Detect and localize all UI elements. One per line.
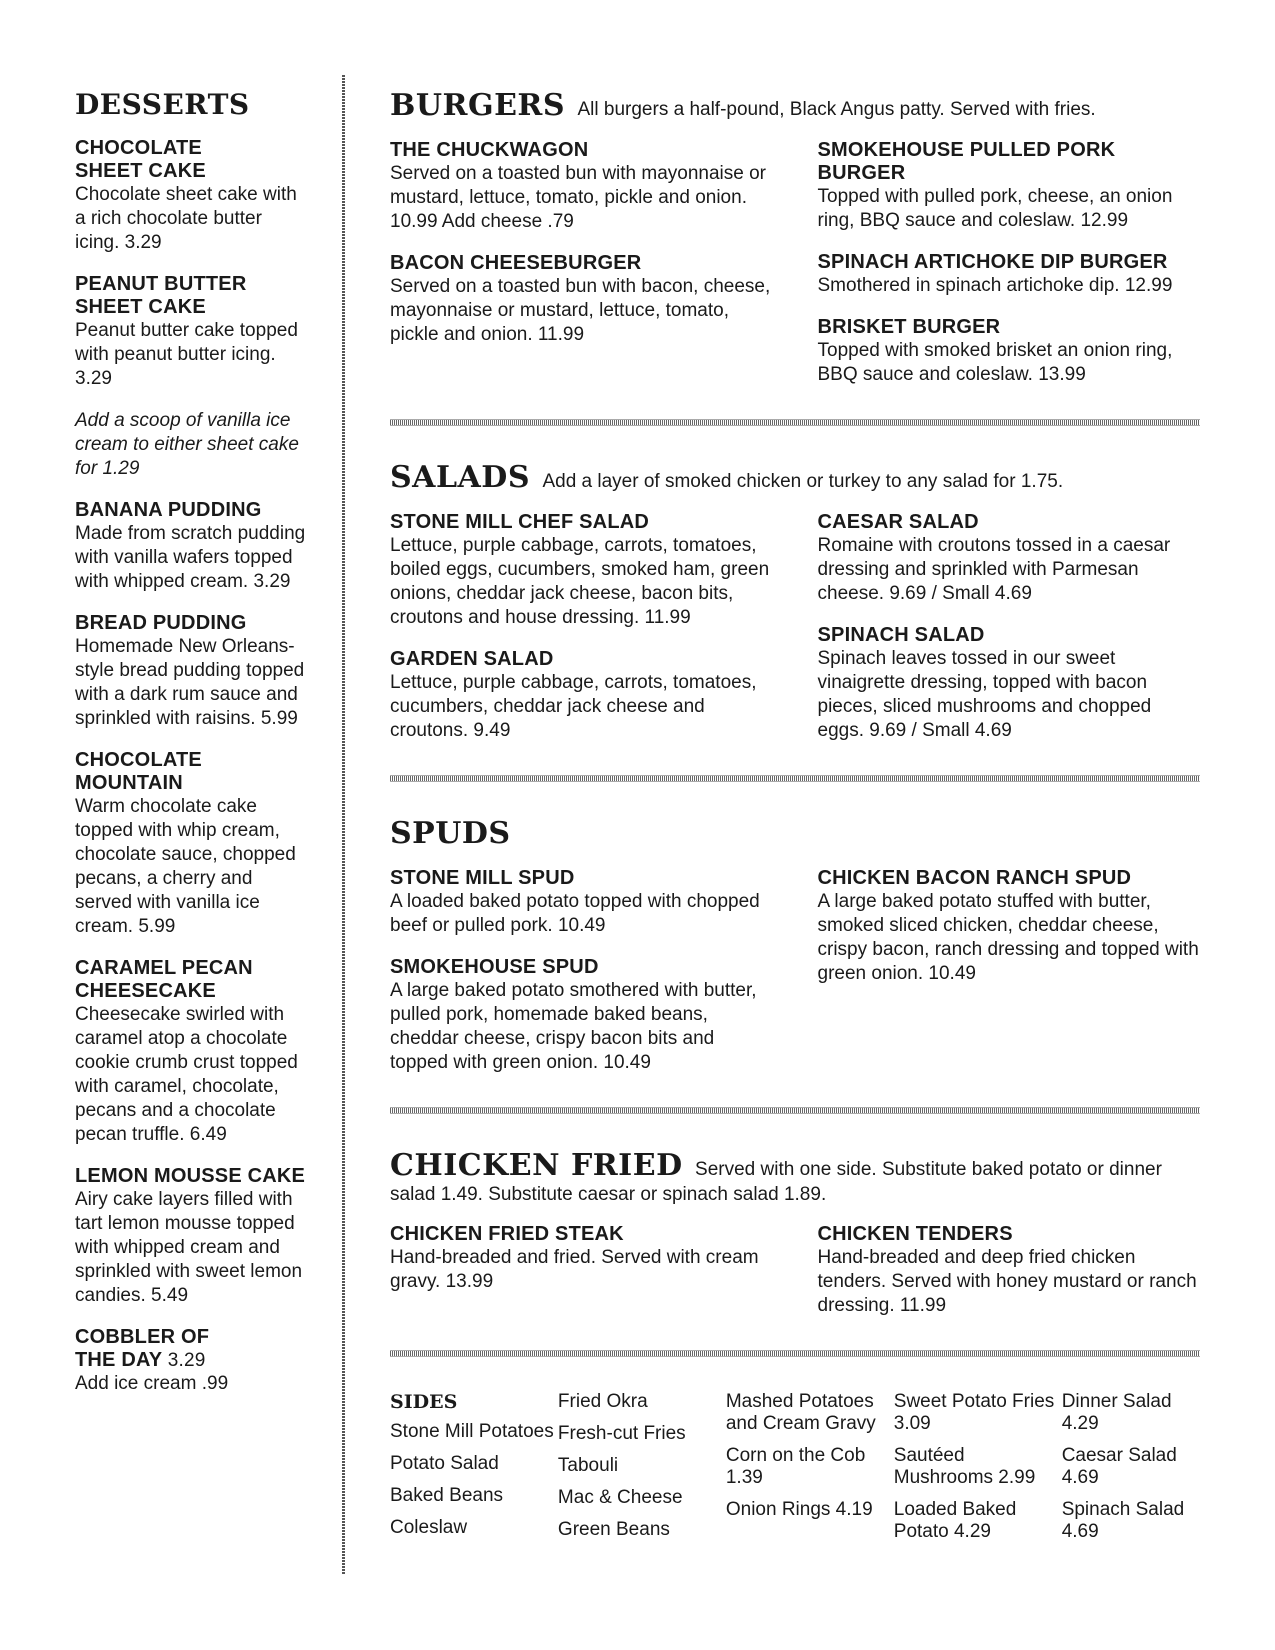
side-item: Sweet Potato Fries 3.09 bbox=[893, 1391, 1055, 1434]
menu-item bbox=[818, 1223, 1201, 1318]
menu-item bbox=[75, 273, 310, 391]
menu-item bbox=[75, 1326, 310, 1396]
section-divider bbox=[390, 775, 1200, 782]
menu-item bbox=[390, 511, 773, 630]
sides-column-1 bbox=[390, 1391, 558, 1553]
side-item: Onion Rings 4.19 bbox=[725, 1499, 873, 1520]
item-description: A large baked potato smothered with butter, pulled pork, homemade baked beans, cheddar cheese, crispy bacon bits and topped with green onion. 10.49 bbox=[390, 980, 757, 1073]
item-description: A large baked potato stuffed with butter, smoked sliced chicken, cheddar cheese, crispy bacon, ranch dressing and topped with green onion. 10.49 bbox=[817, 891, 1199, 984]
section-divider bbox=[390, 1350, 1200, 1357]
item-description: Smothered in spinach artichoke dip. 12.99 bbox=[817, 275, 1173, 296]
item-description: Cheesecake swirled with caramel atop a chocolate cookie crumb crust topped with caramel, chocolate, pecans and a chocolate pecan truffle. 6.49 bbox=[75, 1004, 298, 1145]
chicken-items bbox=[390, 1223, 1200, 1336]
item-description: Hand-breaded and deep fried chicken tenders. Served with honey mustard or ranch dressing. 11.99 bbox=[817, 1247, 1197, 1316]
spuds-items bbox=[390, 867, 1200, 1093]
item-title: CHOCOLATE MOUNTAIN bbox=[75, 749, 202, 794]
side-item: Coleslaw bbox=[390, 1517, 468, 1538]
side-item: Mashed Potatoes and Cream Gravy bbox=[725, 1391, 876, 1434]
item-title: BRISKET BURGER bbox=[817, 316, 1001, 338]
sides-column-3 bbox=[726, 1391, 894, 1553]
item-title: SMOKEHOUSE SPUD bbox=[390, 956, 599, 978]
side-item: Caesar Salad 4.69 bbox=[1061, 1445, 1177, 1488]
item-title: BACON CHEESEBURGER bbox=[390, 252, 642, 274]
sides-column-4 bbox=[894, 1391, 1062, 1553]
side-item: Fresh-cut Fries bbox=[557, 1423, 686, 1444]
item-title: CHICKEN BACON RANCH SPUD bbox=[817, 867, 1132, 889]
item-title: PEANUT BUTTER SHEET CAKE bbox=[75, 273, 247, 318]
menu-item bbox=[390, 956, 773, 1075]
item-description: Add ice cream .99 bbox=[75, 1373, 229, 1394]
menu-item bbox=[390, 867, 773, 938]
item-description: Warm chocolate cake topped with whip cream, chocolate sauce, chopped pecans, a cherry and served with vanilla ice cream. 5.99 bbox=[75, 796, 296, 937]
item-description: Homemade New Orleans-style bread pudding topped with a dark rum sauce and sprinkled with raisins. 5.99 bbox=[75, 636, 305, 729]
item-description: Topped with smoked brisket an onion ring, BBQ sauce and coleslaw. 13.99 bbox=[817, 340, 1173, 385]
item-title: LEMON MOUSSE CAKE bbox=[75, 1165, 306, 1187]
item-title: CAESAR SALAD bbox=[817, 511, 979, 533]
item-title: BANANA PUDDING bbox=[75, 499, 262, 521]
item-title: CHICKEN FRIED STEAK bbox=[390, 1223, 624, 1245]
item-title: CARAMEL PECAN CHEESECAKE bbox=[75, 957, 253, 1002]
side-item: Spinach Salad 4.69 bbox=[1061, 1499, 1185, 1542]
sides-heading: SIDES bbox=[390, 1391, 458, 1413]
item-title: CHICKEN TENDERS bbox=[817, 1223, 1013, 1245]
item-description: Lettuce, purple cabbage, carrots, tomatoes, boiled eggs, cucumbers, smoked ham, green onions, cheddar jack cheese, bacon bits, croutons and house dressing. 11.99 bbox=[390, 535, 770, 628]
item-description: Made from scratch pudding with vanilla wafers topped with whipped cream. 3.29 bbox=[75, 523, 306, 592]
menu-item bbox=[75, 499, 310, 594]
menu-item bbox=[390, 139, 773, 234]
side-item: Mac & Cheese bbox=[557, 1487, 683, 1508]
vertical-divider bbox=[342, 75, 345, 1575]
side-item: Stone Mill Potatoes bbox=[390, 1421, 554, 1442]
side-item: Loaded Baked Potato 4.29 bbox=[893, 1499, 1017, 1542]
item-title: BREAD PUDDING bbox=[75, 612, 247, 634]
side-item: Potato Salad bbox=[390, 1453, 499, 1474]
side-item: Fried Okra bbox=[557, 1391, 648, 1412]
menu-item bbox=[818, 251, 1201, 298]
item-description: Hand-breaded and fried. Served with cream gravy. 13.99 bbox=[390, 1247, 759, 1292]
section-subtitle: All burgers a half-pound, Black Angus patty. Served with fries. bbox=[577, 99, 1096, 120]
menu-item bbox=[818, 867, 1201, 986]
menu-item bbox=[390, 648, 773, 743]
item-description: Romaine with croutons tossed in a caesar dressing and sprinkled with Parmesan cheese. 9.69 / Small 4.69 bbox=[817, 535, 1171, 604]
side-item: Tabouli bbox=[557, 1455, 619, 1476]
chicken-fried-header bbox=[390, 1148, 1200, 1207]
section-divider bbox=[390, 1107, 1200, 1114]
item-description: Served on a toasted bun with mayonnaise or mustard, lettuce, tomato, pickle and onion. 10.99 Add cheese .79 bbox=[390, 163, 767, 232]
sides-column-5 bbox=[1062, 1391, 1200, 1553]
menu-item bbox=[75, 749, 310, 939]
section-title: SPUDS bbox=[390, 816, 511, 851]
item-description: Served on a toasted bun with bacon, cheese, mayonnaise or mustard, lettuce, tomato, pickle and onion. 11.99 bbox=[390, 276, 771, 345]
menu-item bbox=[818, 511, 1201, 606]
side-item: Baked Beans bbox=[390, 1485, 504, 1506]
ice-cream-note: Add a scoop of vanilla ice cream to either sheet cake for 1.29 bbox=[75, 410, 299, 479]
item-title: COBBLER OF THE DAY bbox=[75, 1326, 210, 1371]
item-description: A loaded baked potato topped with chopped beef or pulled pork. 10.49 bbox=[390, 891, 760, 936]
item-title: STONE MILL SPUD bbox=[390, 867, 575, 889]
menu-item bbox=[390, 252, 773, 347]
sides-column-2 bbox=[558, 1391, 726, 1553]
main-column bbox=[390, 88, 1200, 1553]
menu-item bbox=[818, 624, 1201, 743]
section-divider bbox=[390, 419, 1200, 426]
side-item: Dinner Salad 4.29 bbox=[1061, 1391, 1172, 1434]
sides-section bbox=[390, 1391, 1200, 1553]
salads-items bbox=[390, 511, 1200, 761]
section-title: CHICKEN FRIED bbox=[390, 1148, 683, 1183]
side-item: Green Beans bbox=[557, 1519, 670, 1540]
section-title: BURGERS bbox=[390, 88, 566, 123]
section-title: SALADS bbox=[390, 460, 530, 495]
spuds-header bbox=[390, 816, 1200, 851]
section-subtitle: Add a layer of smoked chicken or turkey to any salad for 1.75. bbox=[542, 471, 1064, 492]
item-title: CHOCOLATE SHEET CAKE bbox=[75, 137, 206, 182]
item-title: SPINACH ARTICHOKE DIP BURGER bbox=[817, 251, 1168, 273]
item-title: SMOKEHOUSE PULLED PORK BURGER bbox=[817, 139, 1116, 184]
menu-item bbox=[818, 316, 1201, 387]
item-description: Airy cake layers filled with tart lemon mousse topped with whipped cream and sprinkled with sweet lemon candies. 5.49 bbox=[75, 1189, 303, 1306]
menu-item bbox=[390, 1223, 773, 1294]
menu-item bbox=[75, 612, 310, 731]
side-item: Sautéed Mushrooms 2.99 bbox=[893, 1445, 1036, 1488]
menu-item bbox=[75, 1165, 310, 1308]
menu-item bbox=[818, 139, 1201, 233]
menu-item bbox=[75, 957, 310, 1147]
side-item: Corn on the Cob 1.39 bbox=[725, 1445, 866, 1488]
item-description: Spinach leaves tossed in our sweet vinaigrette dressing, topped with bacon pieces, sliced mushrooms and chopped eggs. 9.69 / Small 4.69 bbox=[817, 648, 1152, 741]
burgers-header bbox=[390, 88, 1200, 123]
desserts-column bbox=[75, 88, 310, 1414]
burgers-items bbox=[390, 139, 1200, 405]
item-title: SPINACH SALAD bbox=[817, 624, 985, 646]
desserts-heading: DESSERTS bbox=[75, 88, 250, 121]
item-title: GARDEN SALAD bbox=[390, 648, 554, 670]
item-description: Topped with pulled pork, cheese, an onion ring, BBQ sauce and coleslaw. 12.99 bbox=[817, 186, 1173, 231]
section-subtitle: Served with one side. Substitute baked potato or dinner salad 1.49. Substitute caesar or spinach salad 1.89. bbox=[390, 1159, 1162, 1205]
item-description: Peanut butter cake topped with peanut butter icing. 3.29 bbox=[75, 320, 298, 389]
item-price: 3.29 bbox=[167, 1350, 206, 1371]
item-description: Lettuce, purple cabbage, carrots, tomatoes, cucumbers, cheddar jack cheese and croutons. 9.49 bbox=[390, 672, 757, 741]
salads-header bbox=[390, 460, 1200, 495]
item-title: THE CHUCKWAGON bbox=[390, 139, 589, 161]
menu-item bbox=[75, 137, 310, 255]
item-description: Chocolate sheet cake with a rich chocolate butter icing. 3.29 bbox=[75, 184, 297, 253]
item-title: STONE MILL CHEF SALAD bbox=[390, 511, 650, 533]
cobbler-title-row bbox=[75, 1326, 310, 1372]
